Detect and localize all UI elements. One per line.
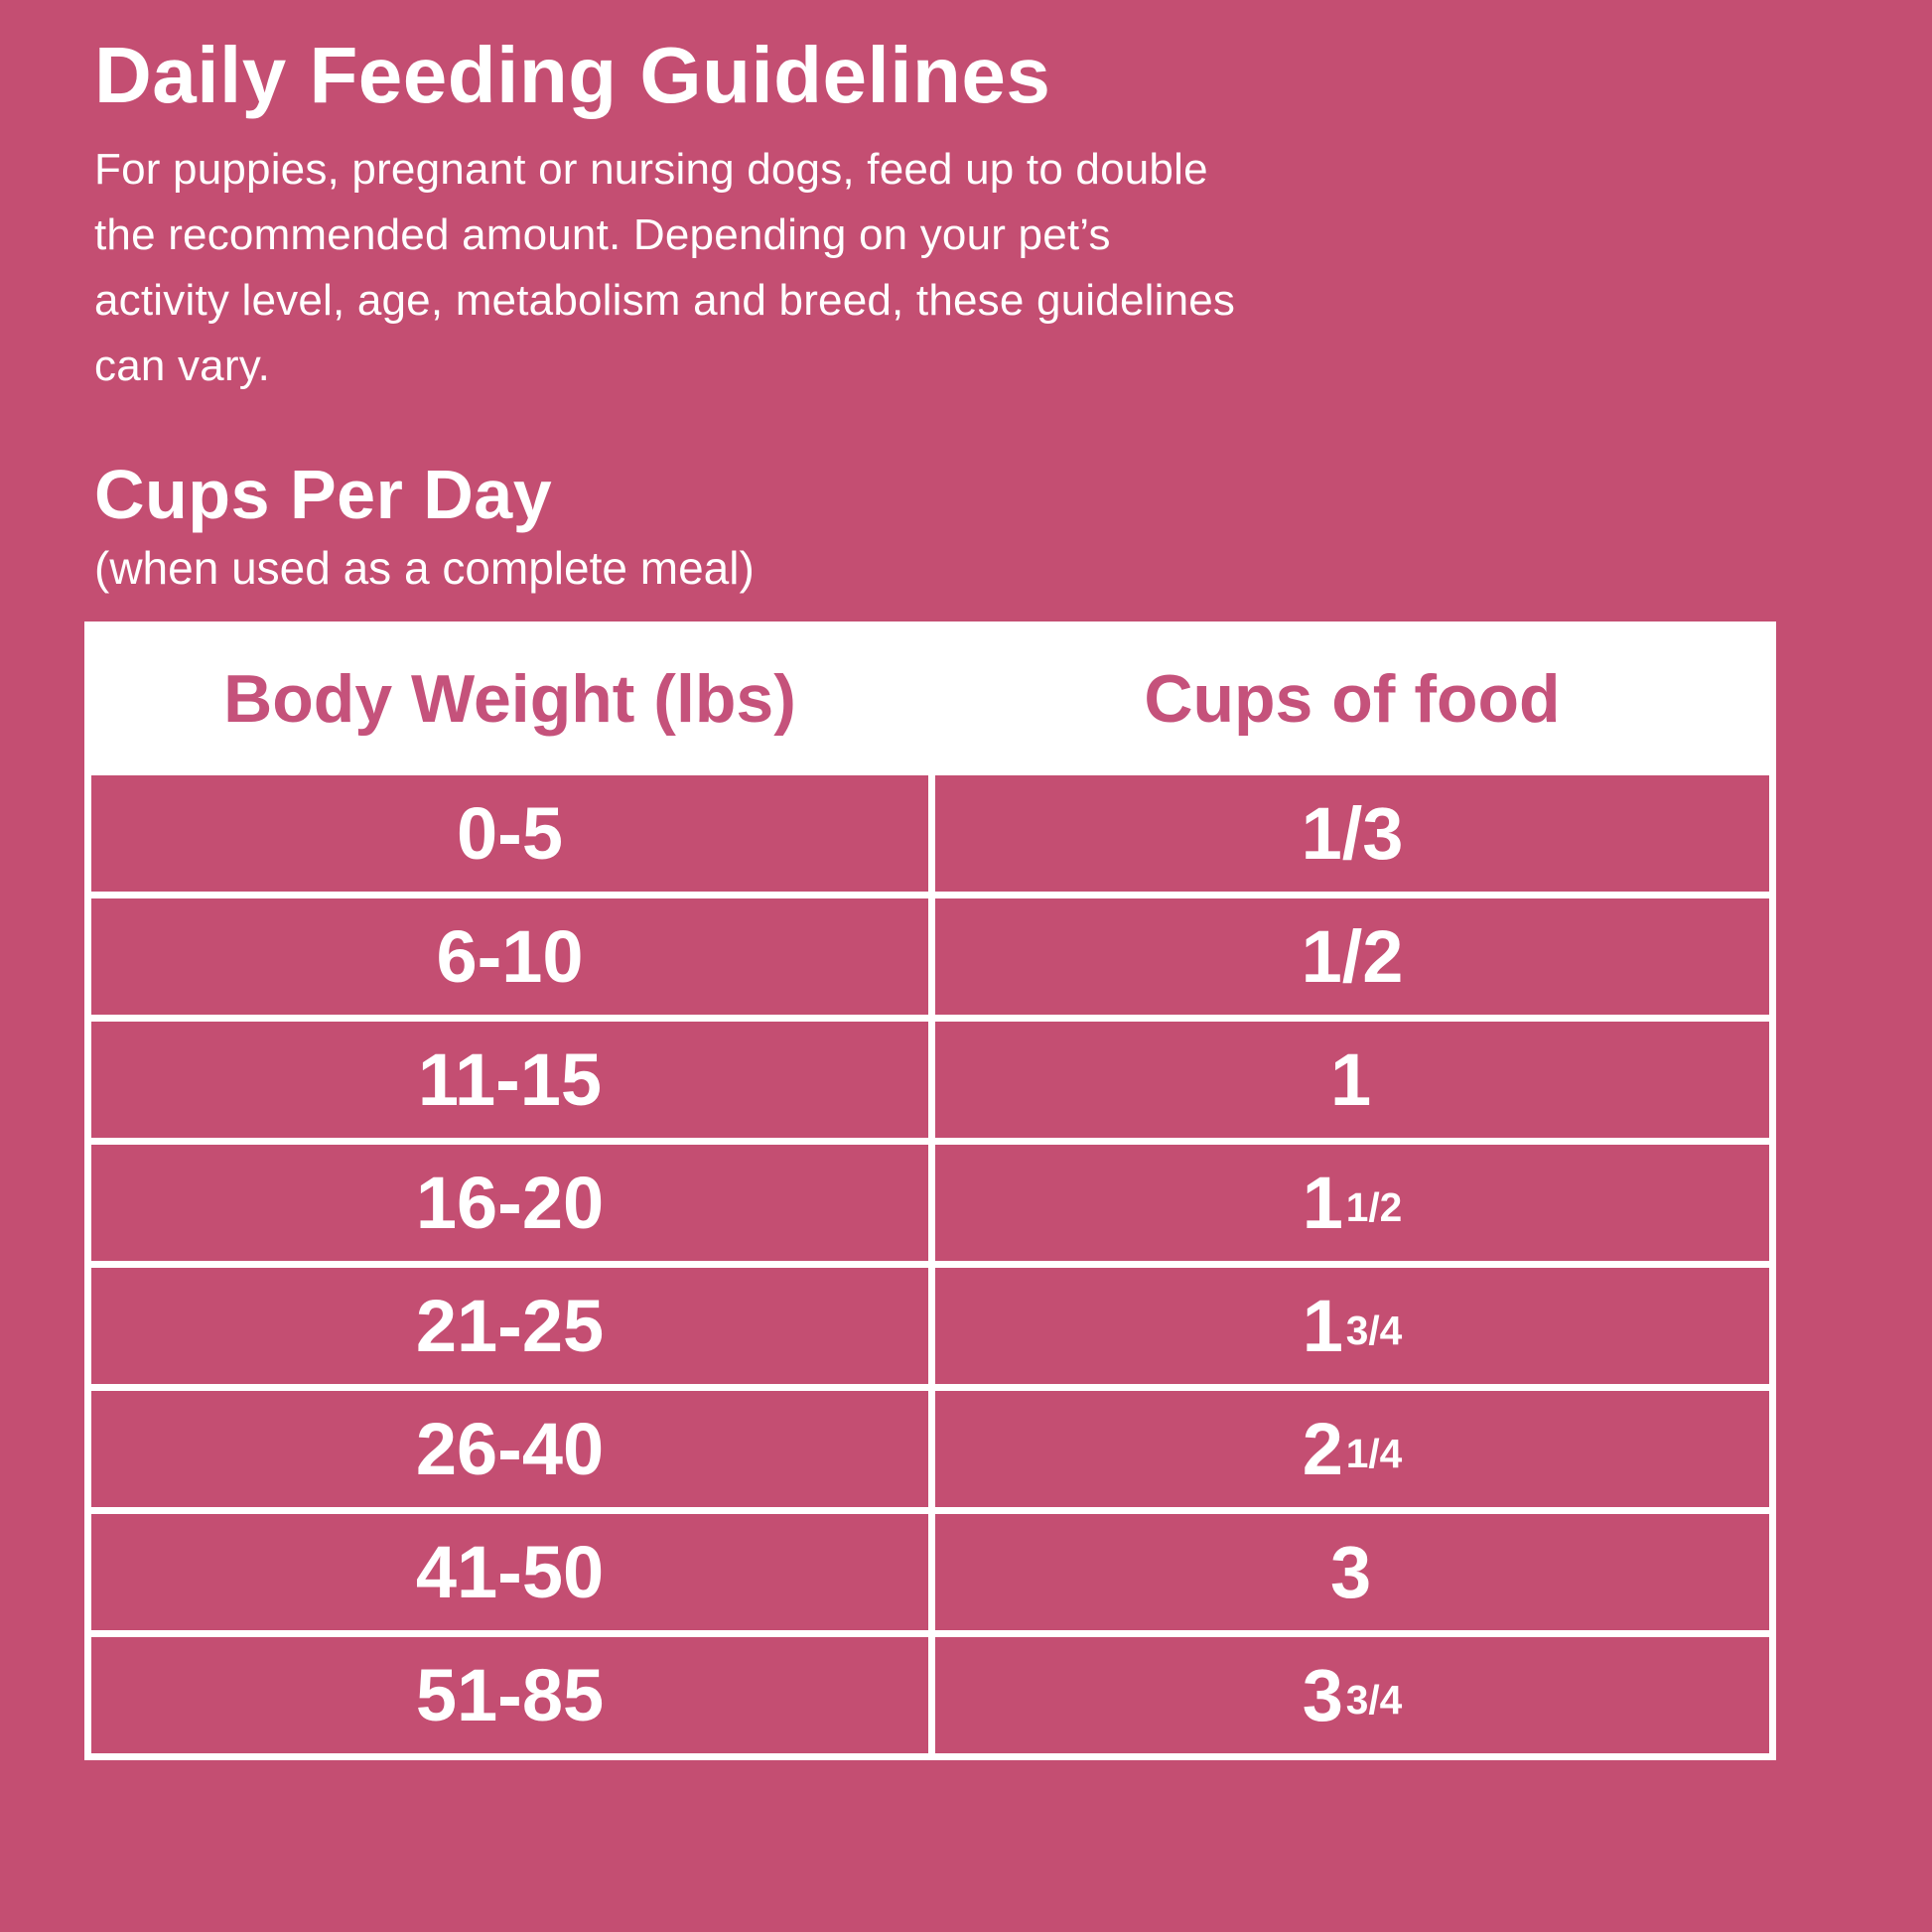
header-row [88,625,1773,772]
weight-cell: 11-15 [88,1019,932,1142]
cups-whole: 1 [1302,1162,1343,1244]
table-row [88,1511,1773,1634]
cups-whole: 3 [1330,1531,1372,1613]
intro-line: For puppies, pregnant or nursing dogs, feed up to double [94,145,1208,194]
weight-cell: 41-50 [88,1511,932,1634]
cups-per-day-subheading: (when used as a complete meal) [94,542,755,594]
cups-per-day-heading: Cups Per Day [94,456,553,533]
intro-line: activity level, age, metabolism and breed, these guidelines [94,276,1236,325]
weight-cell: 6-10 [88,896,932,1019]
column-header-body-weight: Body Weight (lbs) [88,625,932,772]
table-row [88,772,1773,896]
cups-cell [932,1265,1773,1388]
intro-paragraph [94,137,1838,399]
weight-cell: 0-5 [88,772,932,896]
cups-cell [932,896,1773,1019]
feeding-table-body [88,772,1773,1757]
cups-fraction: 1/2 [1345,1183,1403,1230]
table-row [88,896,1773,1019]
table-row [88,1142,1773,1265]
cups-cell [932,1388,1773,1511]
table-row [88,1265,1773,1388]
cups-whole: 1 [1302,1285,1343,1367]
cups-cell [932,1019,1773,1142]
cups-cell [932,1634,1773,1757]
cups-cell [932,1142,1773,1265]
page-title: Daily Feeding Guidelines [94,31,1051,119]
weight-cell: 51-85 [88,1634,932,1757]
table-row [88,1019,1773,1142]
cups-cell [932,772,1773,896]
column-header-cups-of-food: Cups of food [932,625,1773,772]
intro-line: the recommended amount. Depending on your pet’s [94,210,1111,259]
feeding-table [84,621,1776,1760]
cups-fraction: 1/2 [1301,915,1404,998]
cups-whole: 1 [1330,1038,1372,1121]
table-row [88,1634,1773,1757]
cups-fraction: 3/4 [1345,1307,1403,1353]
cups-whole: 2 [1302,1408,1343,1490]
cups-cell [932,1511,1773,1634]
intro-line: can vary. [94,342,271,390]
weight-cell: 16-20 [88,1142,932,1265]
cups-whole: 3 [1302,1654,1343,1736]
cups-fraction: 1/4 [1345,1430,1403,1476]
cups-fraction: 1/3 [1301,792,1404,875]
weight-cell: 26-40 [88,1388,932,1511]
feeding-table-header [88,625,1773,772]
weight-cell: 21-25 [88,1265,932,1388]
table-row [88,1388,1773,1511]
cups-fraction: 3/4 [1345,1676,1403,1723]
